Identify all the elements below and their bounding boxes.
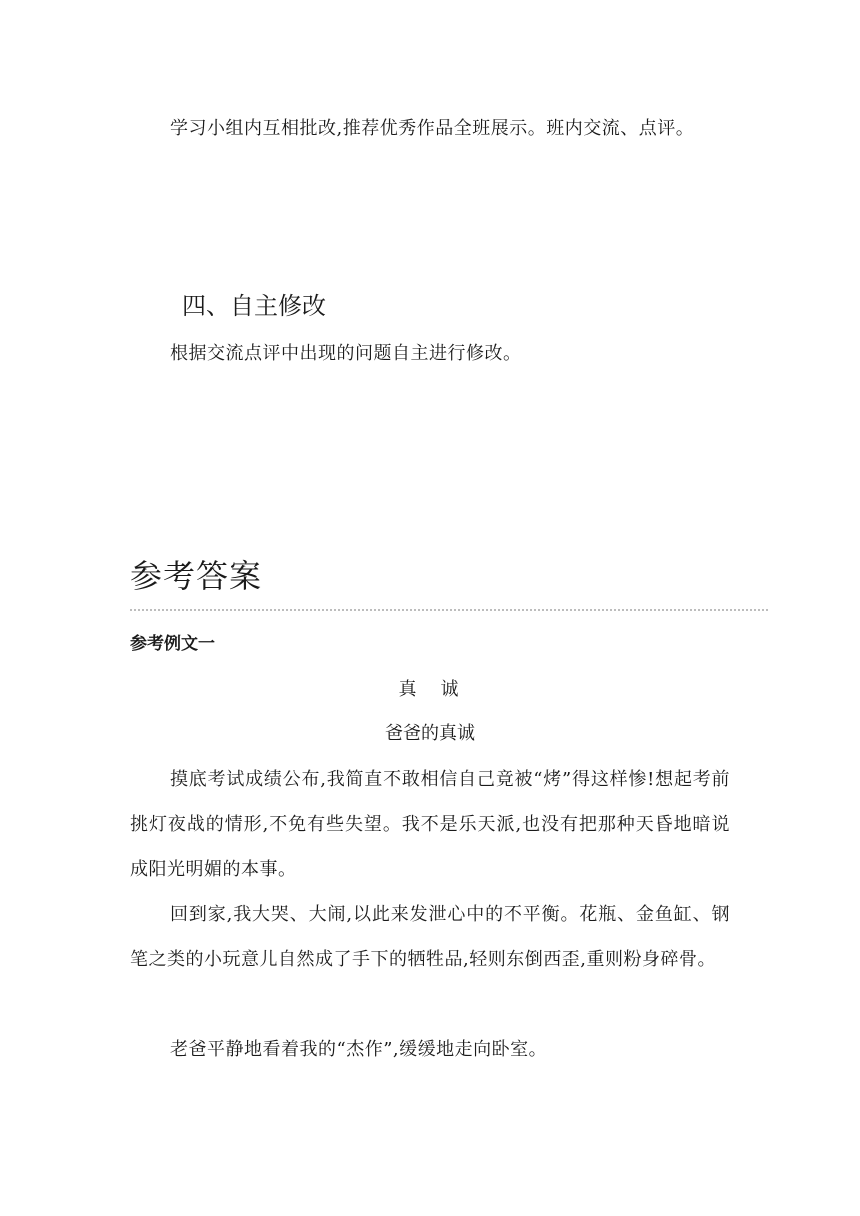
intro-paragraph: 学习小组内互相批改,推荐优秀作品全班展示。班内交流、点评。 xyxy=(170,118,695,139)
essay-paragraph: 回到家,我大哭、大闹,以此来发泄心中的不平衡。花瓶、金鱼缸、钢笔之类的小玩意儿自然成了手下的牺牲品,轻则东倒西歪,重则粉身碎骨。 xyxy=(130,904,730,970)
dotted-divider xyxy=(130,609,768,611)
revision-paragraph: 根据交流点评中出现的问题自主进行修改。 xyxy=(170,343,522,364)
answer-key-title: 参考答案 xyxy=(130,557,263,595)
essay-paragraph: 摸底考试成绩公布,我简直不敢相信自己竟被“烤”得这样惨!想起考前挑灯夜战的情形,不免有些失望。我不是乐天派,也没有把那种天昏地暗说成阳光明媚的本事。 xyxy=(130,769,730,880)
essay-title: 真 诚 xyxy=(398,679,462,700)
essay-paragraph: 老爸平静地看着我的“杰作”,缓缓地走向卧室。 xyxy=(170,1039,548,1060)
section-heading-self-revision: 四、自主修改 xyxy=(182,292,326,320)
example-essay-label: 参考例文一 xyxy=(130,634,215,654)
essay-subtitle: 爸爸的真诚 xyxy=(385,723,475,744)
